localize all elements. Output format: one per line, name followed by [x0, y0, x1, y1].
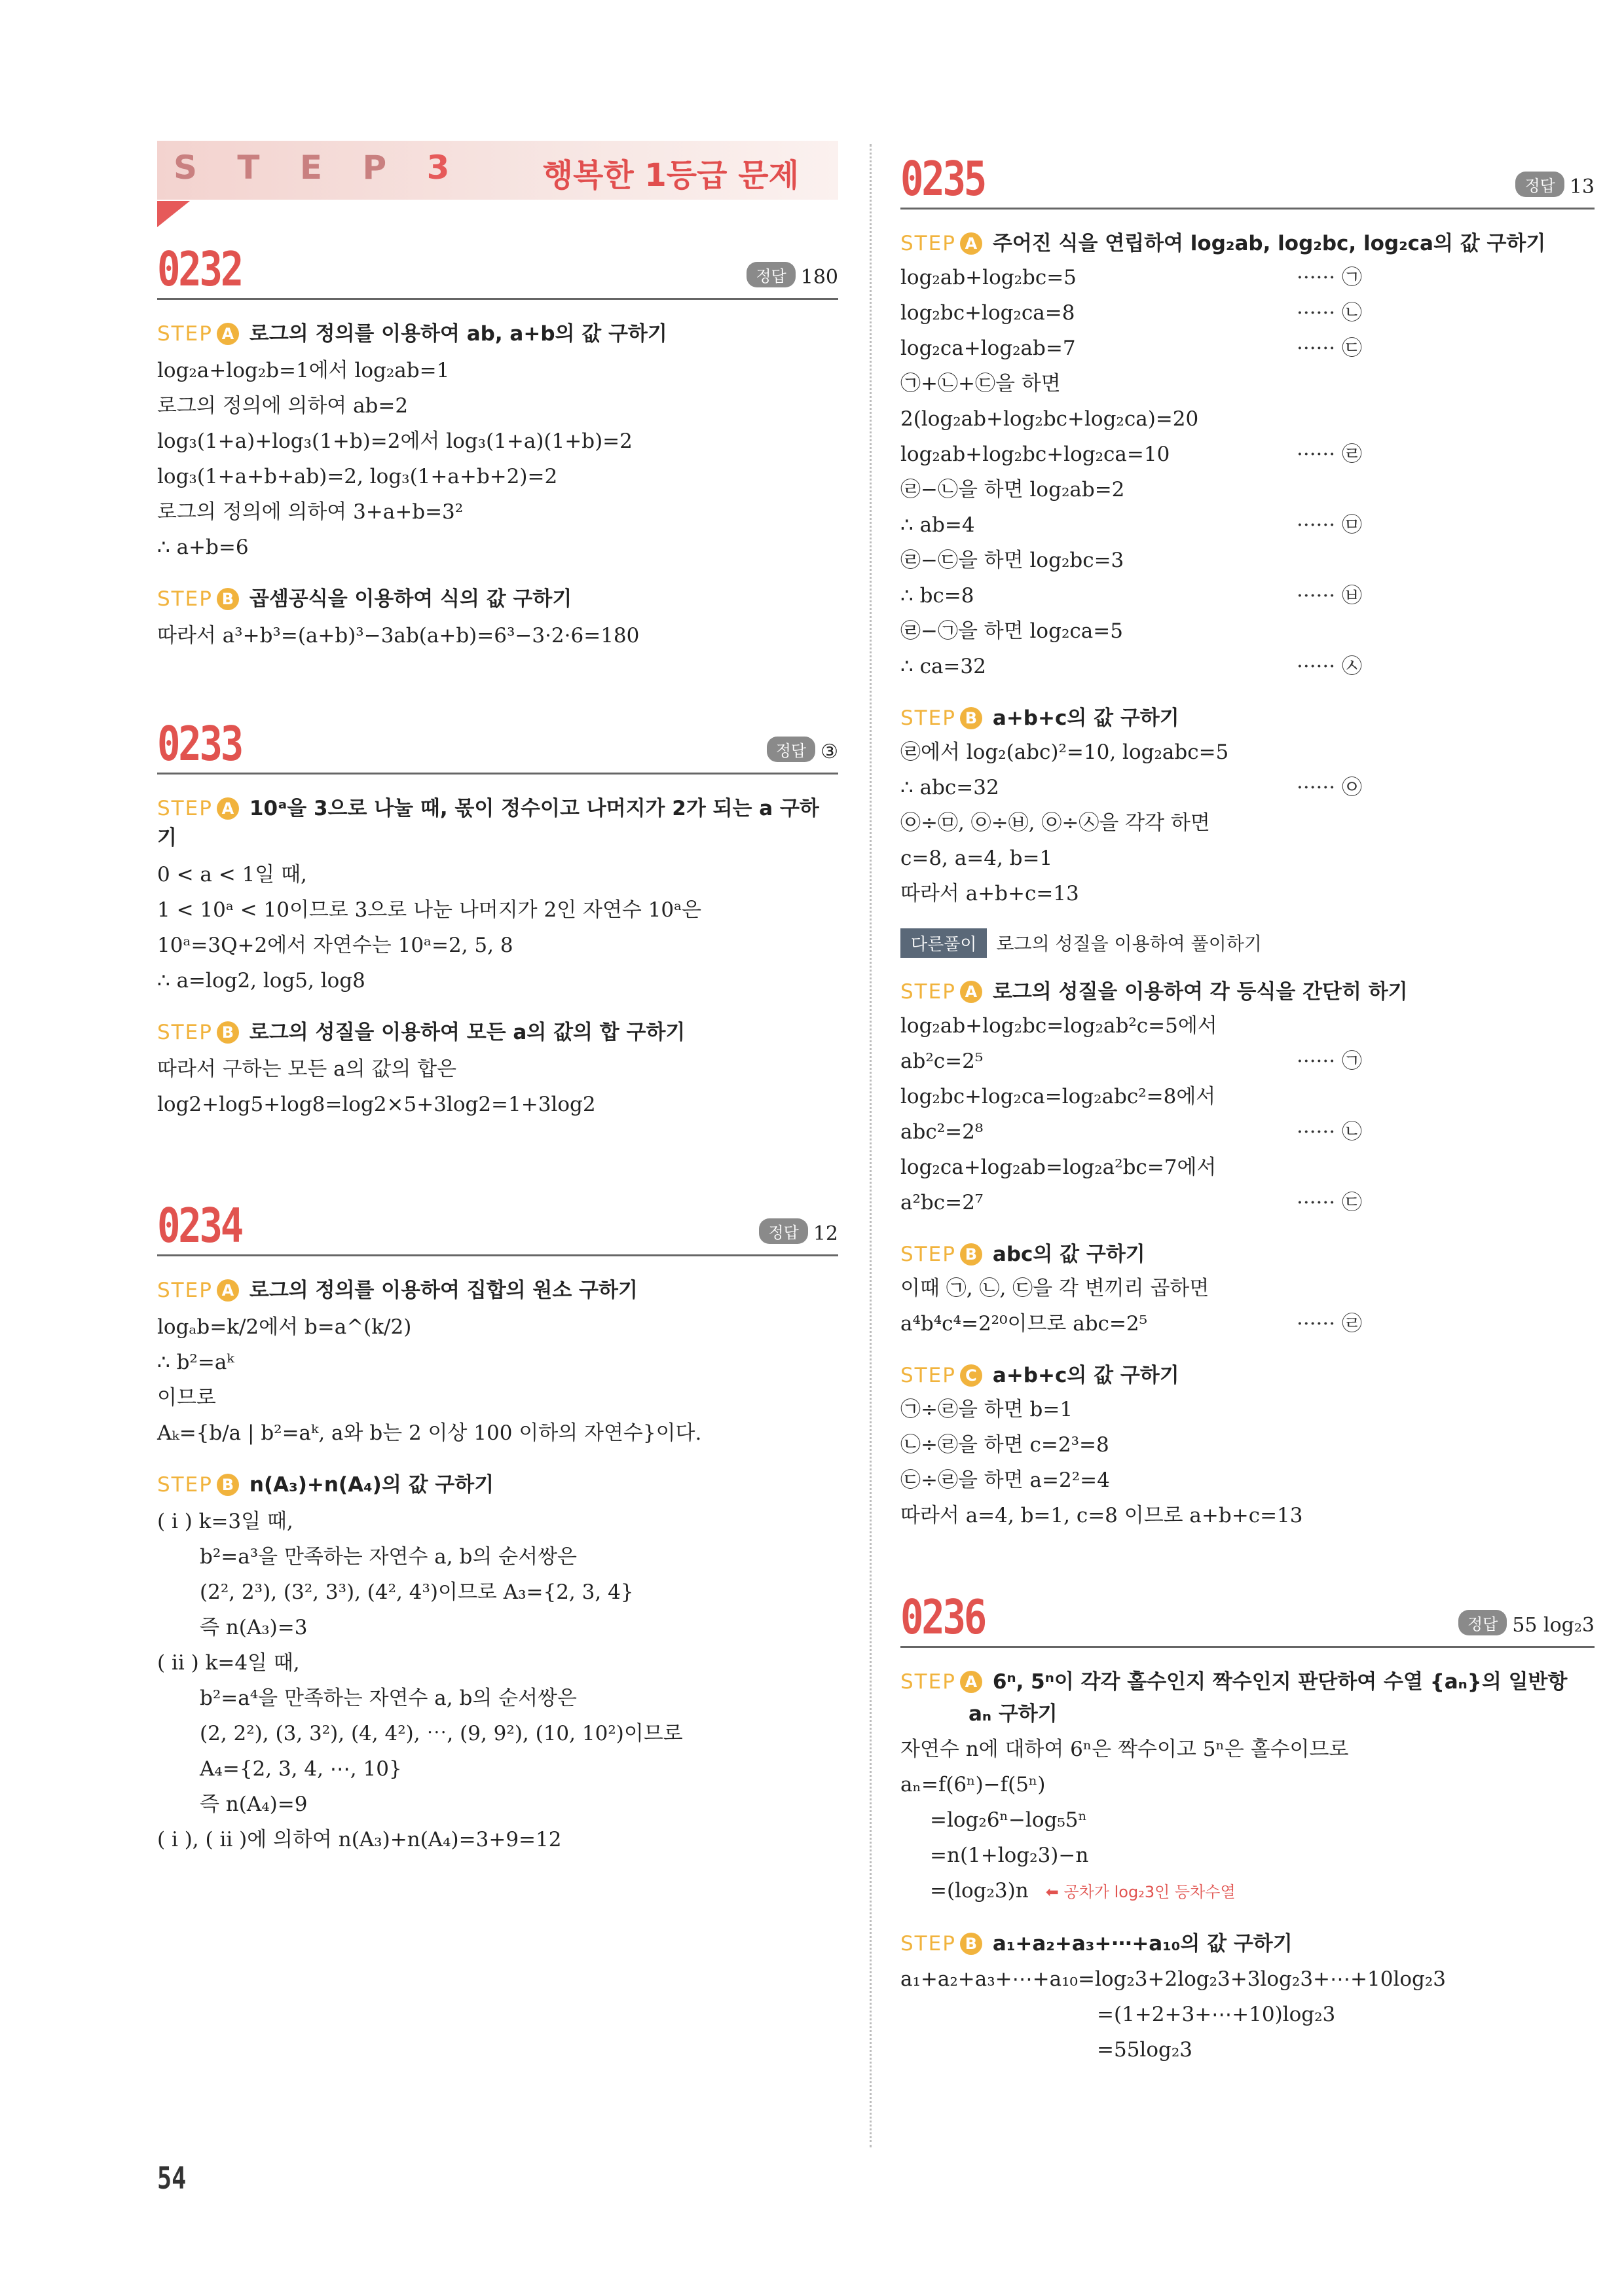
line-text: 따라서 a=4, b=1, c=8 이므로 a+b+c=13 — [900, 1504, 1303, 1527]
solution-line — [900, 841, 1595, 876]
line-text: log₂ab+log₂bc=log₂ab²c=5에서 — [900, 1014, 1217, 1038]
equation-label: ······ ㉣ — [1297, 443, 1362, 466]
alt-tag: 다른풀이 — [900, 928, 987, 958]
step-a-body — [157, 353, 838, 565]
solution-line — [157, 1575, 838, 1610]
solution-line — [900, 1392, 1595, 1427]
solution-line — [900, 1306, 1595, 1341]
sequence-note: ⬅ 공차가 log₂3인 등차수열 — [1045, 1883, 1236, 1901]
step-b-body — [157, 618, 838, 653]
line-text: c=8, a=4, b=1 — [900, 847, 1053, 870]
answer-box — [747, 262, 838, 289]
step-circle: A — [960, 232, 982, 255]
step-circle: A — [217, 797, 239, 820]
answer-box — [1515, 172, 1595, 198]
step-heading — [157, 1273, 838, 1303]
solution-line — [900, 366, 1595, 401]
line-text: 즉 n(A₃)=3 — [200, 1616, 308, 1639]
step-title: a₁+a₂+a₃+⋯+a₁₀의 값 구하기 — [992, 1932, 1293, 1956]
step-heading — [900, 975, 1595, 1004]
solution-line — [157, 1645, 838, 1681]
problem-number: 0234 — [157, 1198, 242, 1253]
step-b-body — [157, 1504, 838, 1857]
solution-line — [900, 437, 1595, 472]
step-circle: A — [960, 1671, 982, 1693]
solution-line: ∴ b²=aᵏ — [157, 1351, 234, 1374]
step-title: 로그의 정의를 이용하여 집합의 원소 구하기 — [249, 1279, 638, 1302]
solution-line — [900, 578, 1595, 613]
step-title: 로그의 성질을 이용하여 모든 a의 값의 합 구하기 — [249, 1021, 686, 1044]
step-label: STEP — [157, 1473, 213, 1497]
step-title: abc의 값 구하기 — [992, 1243, 1145, 1266]
line-text: =log₂6ⁿ−log₅5ⁿ — [930, 1808, 1087, 1832]
answer-tag: 정답 — [767, 737, 815, 762]
line-text: ( ii ) k=4일 때, — [157, 1651, 300, 1675]
step-heading — [900, 701, 1595, 731]
line-text: log₂ca+log₂ab=log₂a²bc=7에서 — [900, 1156, 1217, 1179]
step-heading — [900, 227, 1595, 256]
line-text: a²bc=2⁷ — [900, 1191, 984, 1214]
step-circle: A — [217, 323, 239, 345]
step-heading — [157, 792, 838, 850]
line-text: =n(1+log₂3)−n — [930, 1844, 1089, 1867]
step-heading — [157, 1015, 838, 1045]
step-title: 로그의 정의를 이용하여 ab, a+b의 값 구하기 — [249, 322, 667, 346]
solution-line: log₂a+log₂b=1에서 log₂ab=1 — [157, 359, 450, 382]
line-text: ∴ ab=4 — [900, 513, 975, 537]
solution-line — [900, 1767, 1595, 1802]
step-title: n(A₃)+n(A₄)의 값 구하기 — [249, 1473, 494, 1497]
problem-0235 — [900, 136, 1595, 1533]
line-text: 2(log₂ab+log₂bc+log₂ca)=20 — [900, 407, 1199, 431]
solution-line — [900, 649, 1595, 684]
solution-line — [900, 1732, 1595, 1767]
solution-line: Aₖ={b/a | b²=aᵏ, a와 b는 2 이상 100 이하의 자연수}이다. — [157, 1421, 702, 1445]
line-text: 따라서 a+b+c=13 — [900, 882, 1079, 905]
answer-tag: 정답 — [1515, 172, 1564, 197]
solution-line — [900, 735, 1595, 770]
alt-a-body — [900, 1008, 1595, 1220]
step-label: STEP — [900, 1243, 956, 1266]
equation-label: ······ ㉠ — [1297, 266, 1362, 289]
banner-step-number: 3 — [426, 149, 450, 187]
equation-label: ······ ㉠ — [1297, 1049, 1362, 1073]
problem-header — [157, 701, 838, 774]
line-text: ∴ ca=32 — [900, 655, 986, 678]
answer-value: 180 — [800, 266, 838, 289]
problem-0234 — [157, 1182, 838, 1857]
line-text: aₙ=f(6ⁿ)−f(5ⁿ) — [900, 1773, 1046, 1796]
solution-line — [900, 1271, 1595, 1306]
solution-line: ∴ a=log2, log5, log8 — [157, 969, 365, 993]
solution-line — [157, 1681, 838, 1716]
alt-c-body — [900, 1392, 1595, 1533]
step-circle: A — [960, 981, 982, 1003]
line-text: (2, 2²), (3, 3²), (4, 4²), ⋯, (9, 9²), (10, 10²)이므로 — [200, 1722, 683, 1745]
step-label: STEP — [157, 587, 213, 611]
solution-line — [900, 770, 1595, 805]
banner-title: 행복한 1등급 문제 — [542, 157, 799, 194]
solution-line: logₐb=k/2에서 b=a^(k/2) — [157, 1315, 412, 1339]
line-text: =(log₂3)n — [930, 1879, 1029, 1903]
solution-line — [900, 1463, 1595, 1498]
solution-line — [900, 507, 1595, 543]
answer-tag: 정답 — [747, 262, 795, 287]
line-text: ㉣에서 log₂(abc)²=10, log₂abc=5 — [900, 740, 1229, 764]
solution-line: =(1+2+3+⋯+10)log₂3 — [1097, 2003, 1336, 2026]
step-heading — [900, 1237, 1595, 1267]
problem-number: 0235 — [900, 151, 986, 206]
step-label: STEP — [900, 706, 956, 730]
solution-line — [900, 1008, 1595, 1044]
step-b-body — [900, 735, 1595, 911]
solution-line: 0 < a < 1일 때, — [157, 863, 307, 886]
step-title: a+b+c의 값 구하기 — [992, 1364, 1179, 1387]
banner-step-word: S T E P 3 — [174, 149, 450, 187]
step-circle: B — [217, 1474, 239, 1496]
answer-value: 12 — [813, 1222, 838, 1245]
answer-value: 13 — [1569, 175, 1595, 198]
step-heading — [900, 1358, 1595, 1388]
solution-line: 따라서 구하는 모든 a의 값의 합은 — [157, 1057, 457, 1081]
equation-label: ······ ㉢ — [1297, 1191, 1362, 1214]
answer-box — [1458, 1610, 1595, 1637]
solution-line — [900, 1873, 1595, 1910]
page-number: 54 — [157, 2160, 187, 2196]
step-heading — [900, 1927, 1595, 1956]
line-text: log₂bc+log₂ca=log₂abc²=8에서 — [900, 1085, 1216, 1108]
step-label: STEP — [157, 1279, 213, 1302]
line-text: a⁴b⁴c⁴=2²⁰이므로 abc=2⁵ — [900, 1312, 1148, 1336]
line-text: 즉 n(A₄)=9 — [200, 1793, 308, 1816]
solution-line — [900, 1427, 1595, 1463]
problem-number: 0233 — [157, 716, 242, 771]
step-circle: C — [960, 1364, 982, 1387]
line-text: log₂ab+log₂bc+log₂ca=10 — [900, 443, 1170, 466]
step-title: 6ⁿ, 5ⁿ이 각각 홀수인지 짝수인지 판단하여 수열 {aₙ}의 일반항 — [992, 1670, 1568, 1694]
step-b-body — [900, 1961, 1595, 2068]
solution-line: =55log₂3 — [1097, 2038, 1192, 2062]
step-circle: B — [217, 1021, 239, 1044]
line-text: ab²c=2⁵ — [900, 1049, 984, 1073]
step-title: 주어진 식을 연립하여 log₂ab, log₂bc, log₂ca의 값 구하기 — [992, 232, 1546, 255]
alternative-solution — [900, 928, 1595, 958]
problem-header — [900, 136, 1595, 210]
solution-line — [900, 472, 1595, 507]
solution-line — [900, 1150, 1595, 1185]
right-column — [900, 141, 1595, 2068]
answer-tag: 정답 — [759, 1218, 807, 1244]
step-label: STEP — [900, 232, 956, 255]
line-text: 자연수 n에 대하여 6ⁿ은 짝수이고 5ⁿ은 홀수이므로 — [900, 1738, 1349, 1761]
alt-b-body — [900, 1271, 1595, 1341]
step-a-body — [900, 1732, 1595, 1910]
line-text: b²=a³을 만족하는 자연수 a, b의 순서쌍은 — [200, 1545, 577, 1569]
line-text: ㉡÷㉣을 하면 c=2³=8 — [900, 1433, 1109, 1457]
step-label: STEP — [900, 1670, 956, 1694]
equation-label: ······ ㉣ — [1297, 1312, 1362, 1336]
line-text: ( i ), ( ii )에 의하여 n(A₃)+n(A₄)=3+9=12 — [157, 1828, 562, 1851]
step-title: 곱셈공식을 이용하여 식의 값 구하기 — [249, 587, 572, 611]
equation-label: ······ ㉡ — [1297, 301, 1362, 325]
step-a-body — [157, 1309, 838, 1451]
step-label: STEP — [157, 322, 213, 346]
solution-line — [157, 1751, 838, 1787]
step-circle: A — [217, 1279, 239, 1302]
solution-line — [900, 331, 1595, 366]
equation-label: ······ ㉢ — [1297, 337, 1362, 360]
step-label: STEP — [900, 1932, 956, 1956]
solution-line — [900, 1838, 1595, 1873]
problem-0236 — [900, 1574, 1595, 2068]
answer-value: ③ — [821, 740, 838, 763]
solution-line — [157, 1822, 838, 1857]
step-a-body — [157, 857, 838, 998]
solution-line: 로그의 정의에 의하여 ab=2 — [157, 394, 409, 418]
step-heading — [900, 1665, 1595, 1694]
solution-line — [900, 260, 1595, 295]
step-circle: B — [217, 588, 239, 610]
problem-number: 0236 — [900, 1590, 986, 1645]
problem-header — [900, 1574, 1595, 1648]
line-text: ∴ abc=32 — [900, 776, 999, 799]
solution-line: 이므로 — [157, 1386, 216, 1410]
line-text: ㉠÷㉣을 하면 b=1 — [900, 1398, 1073, 1421]
line-text: log₂ca+log₂ab=7 — [900, 337, 1076, 360]
equation-label: ······ ㉧ — [1297, 776, 1362, 799]
solution-line — [900, 543, 1595, 578]
line-text: (2², 2³), (3², 3³), (4², 4³)이므로 A₃={2, 3, 4} — [200, 1580, 634, 1604]
solution-line: log₃(1+a+b+ab)=2, log₃(1+a+b+2)=2 — [157, 465, 558, 488]
step-heading — [157, 1468, 838, 1497]
answer-box — [759, 1218, 838, 1245]
step-label: STEP — [157, 797, 213, 820]
step-title: 10ᵃ을 3으로 나눌 때, 몫이 정수이고 나머지가 2가 되는 a 구하기 — [157, 797, 819, 850]
line-text: ㉣−㉠을 하면 log₂ca=5 — [900, 619, 1123, 643]
solution-line — [900, 1185, 1595, 1220]
answer-tag: 정답 — [1458, 1610, 1507, 1635]
solution-line — [900, 613, 1595, 649]
line-text: log₂ab+log₂bc=5 — [900, 266, 1077, 289]
solution-line: log₃(1+a)+log₃(1+b)=2에서 log₃(1+a)(1+b)=2 — [157, 429, 633, 453]
solution-line — [157, 1610, 838, 1645]
line-text: ( i ) k=3일 때, — [157, 1510, 293, 1533]
step-heading — [157, 317, 838, 346]
line-text: ∴ bc=8 — [900, 584, 974, 608]
equation-label: ······ ㉦ — [1297, 655, 1362, 678]
solution-line — [900, 805, 1595, 841]
solution-line: 10ᵃ=3Q+2에서 자연수는 10ᵃ=2, 5, 8 — [157, 934, 513, 957]
step-circle: B — [960, 1933, 982, 1955]
step-a-body — [900, 260, 1595, 684]
answer-value: 55 log₂3 — [1512, 1614, 1595, 1637]
solution-line: 따라서 a³+b³=(a+b)³−3ab(a+b)=6³−3·2·6=180 — [157, 624, 640, 647]
line-text: A₄={2, 3, 4, ⋯, 10} — [200, 1757, 402, 1781]
solution-line: a₁+a₂+a₃+⋯+a₁₀=log₂3+2log₂3+3log₂3+⋯+10log₂3 — [900, 1967, 1447, 1991]
solution-line — [157, 1787, 838, 1822]
equation-label: ······ ㉤ — [1297, 513, 1362, 537]
column-divider — [870, 144, 872, 2147]
step-circle: B — [960, 707, 982, 729]
answer-box — [767, 737, 838, 763]
solution-line — [900, 1114, 1595, 1150]
equation-label: ······ ㉥ — [1297, 584, 1362, 608]
line-text: b²=a⁴을 만족하는 자연수 a, b의 순서쌍은 — [200, 1686, 577, 1710]
banner-triangle — [157, 201, 190, 227]
step-title: 로그의 성질을 이용하여 각 등식을 간단히 하기 — [992, 980, 1408, 1004]
solution-line — [157, 1539, 838, 1575]
step-label: STEP — [900, 980, 956, 1004]
line-text: abc²=2⁸ — [900, 1120, 984, 1144]
line-text: 이때 ㉠, ㉡, ㉢을 각 변끼리 곱하면 — [900, 1277, 1209, 1300]
problem-header — [157, 1182, 838, 1256]
solution-line — [900, 1498, 1595, 1533]
solution-line — [900, 1044, 1595, 1079]
step-heading — [157, 582, 838, 611]
solution-line — [900, 1079, 1595, 1114]
line-text: log₂bc+log₂ca=8 — [900, 301, 1075, 325]
solution-line: 1 < 10ᵃ < 10이므로 3으로 나눈 나머지가 2인 자연수 10ᵃ은 — [157, 898, 702, 922]
solution-line — [900, 401, 1595, 437]
line-text: ㉧÷㉤, ㉧÷㉥, ㉧÷㉦을 각각 하면 — [900, 811, 1210, 835]
line-text: ㉠+㉡+㉢을 하면 — [900, 372, 1061, 395]
step-circle: B — [960, 1243, 982, 1266]
problem-header — [157, 226, 838, 300]
step-label: STEP — [157, 1021, 213, 1044]
problem-0233 — [157, 701, 838, 1122]
problem-0232 — [157, 226, 838, 653]
step-banner — [157, 141, 838, 200]
equation-label: ······ ㉡ — [1297, 1120, 1362, 1144]
solution-line — [900, 1802, 1595, 1838]
solution-line — [900, 295, 1595, 331]
step-title: a+b+c의 값 구하기 — [992, 706, 1179, 730]
solution-line — [157, 1504, 838, 1539]
line-text: ㉣−㉡을 하면 log₂ab=2 — [900, 478, 1125, 501]
step-b-body — [157, 1051, 838, 1122]
solution-line — [157, 1716, 838, 1751]
solution-line: log2+log5+log8=log2×5+3log2=1+3log2 — [157, 1093, 596, 1116]
solution-line: ∴ a+b=6 — [157, 536, 249, 559]
line-text: ㉢÷㉣을 하면 a=2²=4 — [900, 1468, 1110, 1492]
alt-text: 로그의 성질을 이용하여 풀이하기 — [996, 933, 1262, 955]
problem-number: 0232 — [157, 242, 242, 297]
step-label: STEP — [900, 1364, 956, 1387]
left-column — [157, 141, 838, 1857]
step-heading-cont: aₙ 구하기 — [969, 1702, 1058, 1726]
line-text: ㉣−㉢을 하면 log₂bc=3 — [900, 549, 1124, 572]
solution-line — [900, 876, 1595, 911]
solution-line: 로그의 정의에 의하여 3+a+b=3² — [157, 500, 464, 524]
